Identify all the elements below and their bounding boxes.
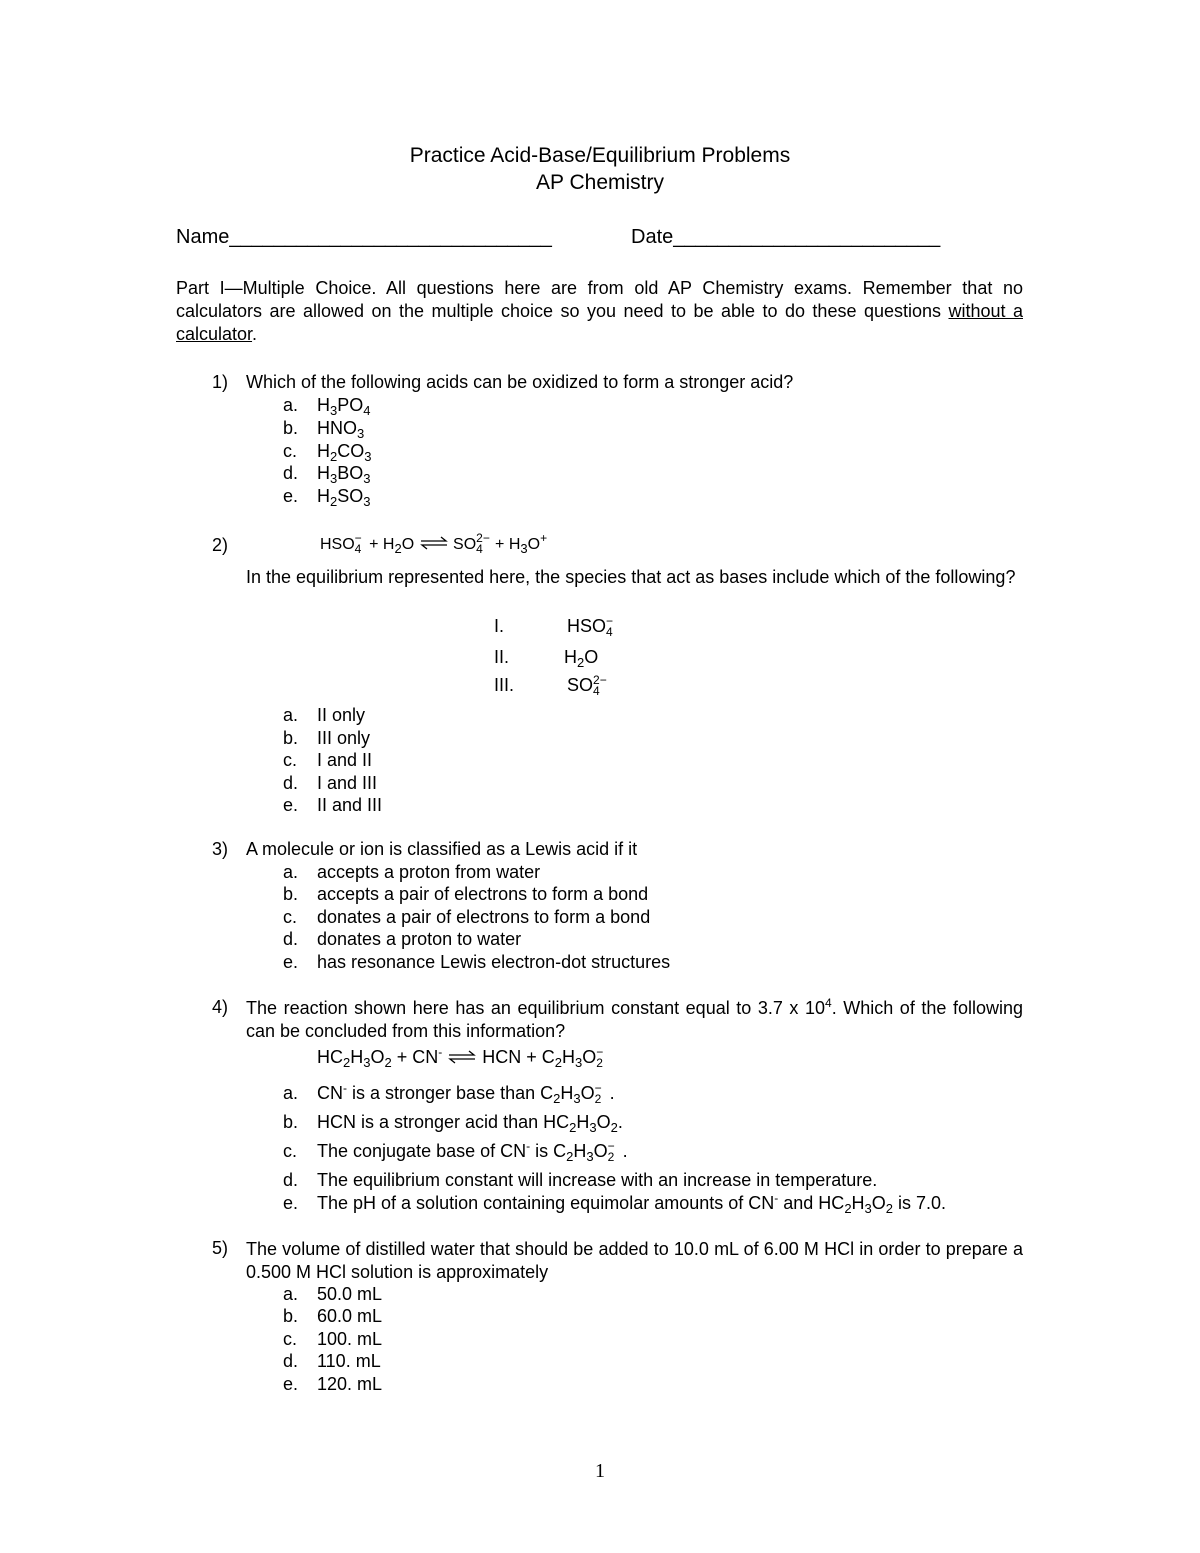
equilibrium-arrows-icon — [419, 536, 449, 550]
option-letter: d. — [283, 1351, 299, 1371]
question-number: 3) — [212, 839, 229, 859]
option-text: accepts a pair of electrons to form a bond — [317, 884, 649, 904]
question-stem: A molecule or ion is classified as a Lewis acid if it — [246, 839, 638, 859]
option-letter: d. — [283, 1170, 299, 1190]
question-number: 2) — [212, 535, 229, 555]
question-stem: Which of the following acids can be oxidized to form a stronger acid? — [246, 372, 794, 392]
option-letter: c. — [283, 1141, 298, 1161]
option-letter: e. — [283, 952, 299, 972]
species-so4: SO 2− 4 — [567, 673, 607, 698]
question-stem: The reaction shown here has an equilibrium constant equal to 3.7 x $10^4$. Which of the following can be concluded from this information? — [246, 996, 1023, 1041]
reaction-equation: $HC_2H_3O_2 + CN^-$ HCN + $C_2H_3O$ − 2 — [317, 1045, 604, 1070]
name-label: Name — [176, 226, 230, 248]
intro-paragraph: Part I—Multiple Choice. All questions here are from old AP Chemistry exams. Remember that no calculators are allowed on the multiple choice so you need to be able to do these questions without a calculator. — [176, 278, 1023, 344]
document-title: Practice Acid-Base/Equilibrium Problems — [409, 144, 791, 167]
option-letter: d. — [283, 773, 299, 793]
option-text: The pH of a solution containing equimolar amounts of CN- and $HC_2H_3O_2$ is 7.0. — [317, 1191, 947, 1216]
option-letter: d. — [283, 463, 299, 483]
question-stem: The volume of distilled water that should be added to 10.0 mL of 6.00 M HCl in order to prepare a 0.500 M HCl solution is approximately — [246, 1239, 1023, 1282]
option-letter: e. — [283, 1193, 299, 1213]
option-text: $H_3BO_3$ — [317, 463, 371, 486]
page-number: 1 — [595, 1460, 605, 1482]
option-letter: b. — [283, 728, 299, 748]
option-letter: a. — [283, 1284, 299, 1304]
numeral-label: III. — [494, 675, 515, 695]
option-text: 110. mL — [317, 1351, 381, 1371]
option-text: I and II — [317, 750, 373, 770]
question-number: 5) — [212, 1238, 229, 1258]
intro-underlined-text: without a calculator — [176, 301, 1023, 344]
option-text: has resonance Lewis electron-dot structures — [317, 952, 671, 972]
option-text: 60.0 mL — [317, 1306, 383, 1326]
option-text: $HNO_3$ — [317, 418, 365, 441]
question-number: 1) — [212, 372, 229, 392]
option-letter: e. — [283, 795, 299, 815]
equilibrium-equation: HSO − 4 + $H_2O$ SO 2− 4 + $H_3O^+$ — [320, 531, 548, 556]
option-letter: c. — [283, 1329, 298, 1349]
question-number: 4) — [212, 997, 229, 1017]
option-letter: a. — [283, 862, 299, 882]
numeral-label: II. — [494, 647, 510, 667]
option-text: 50.0 mL — [317, 1284, 383, 1304]
option-text: III only — [317, 728, 371, 748]
species-hso4: HSO − 4 — [567, 614, 614, 639]
option-letter: a. — [283, 395, 299, 415]
name-field[interactable] — [176, 226, 552, 249]
date-blank: ________________________ — [673, 226, 941, 248]
intro-text: Part I—Multiple Choice. All questions here are from old AP Chemistry exams. Remember that no calculators are allowed on the multiple choice so you need to be able to do these questions — [176, 278, 1023, 321]
option-text: 100. mL — [317, 1329, 383, 1349]
document-subtitle: AP Chemistry — [536, 171, 664, 194]
option-text: The equilibrium constant will increase with an increase in temperature. — [317, 1170, 878, 1190]
option-letter: c. — [283, 907, 298, 927]
date-label: Date — [631, 226, 674, 248]
question-stem: In the equilibrium represented here, the species that act as bases include which of the following? — [246, 567, 1016, 587]
equilibrium-arrows-icon — [447, 1050, 477, 1064]
option-text: donates a pair of electrons to form a bond — [317, 907, 651, 927]
option-text: $H_2SO_3$ — [317, 486, 371, 509]
date-field[interactable] — [631, 226, 940, 249]
option-text: I and III — [317, 773, 378, 793]
option-letter: b. — [283, 1306, 299, 1326]
option-letter: d. — [283, 929, 299, 949]
option-text: The conjugate base of CN- is $C_2H_3O$ − 2 . — [317, 1139, 628, 1164]
option-text: CN- is a stronger base than $C_2H_3O$ − 2 . — [317, 1081, 615, 1106]
option-text: II and III — [317, 795, 383, 815]
option-letter: c. — [283, 750, 298, 770]
option-text: II only — [317, 705, 366, 725]
name-blank: _____________________________ — [229, 226, 552, 248]
species-h2o: $H_2O$ — [564, 647, 599, 670]
option-text: HCN is a stronger acid than $HC_2H_3O_2$. — [317, 1112, 623, 1135]
option-letter: b. — [283, 418, 299, 438]
option-text: $H_3PO_4$ — [317, 395, 371, 418]
option-letter: c. — [283, 441, 298, 461]
option-letter: a. — [283, 1083, 299, 1103]
option-letter: e. — [283, 486, 299, 506]
option-letter: b. — [283, 884, 299, 904]
option-text: $H_2CO_3$ — [317, 441, 372, 464]
option-text: 120. mL — [317, 1374, 383, 1394]
option-letter: a. — [283, 705, 299, 725]
option-text: accepts a proton from water — [317, 862, 541, 882]
option-letter: e. — [283, 1374, 299, 1394]
option-text: donates a proton to water — [317, 929, 522, 949]
option-letter: b. — [283, 1112, 299, 1132]
numeral-label: I. — [494, 616, 505, 636]
